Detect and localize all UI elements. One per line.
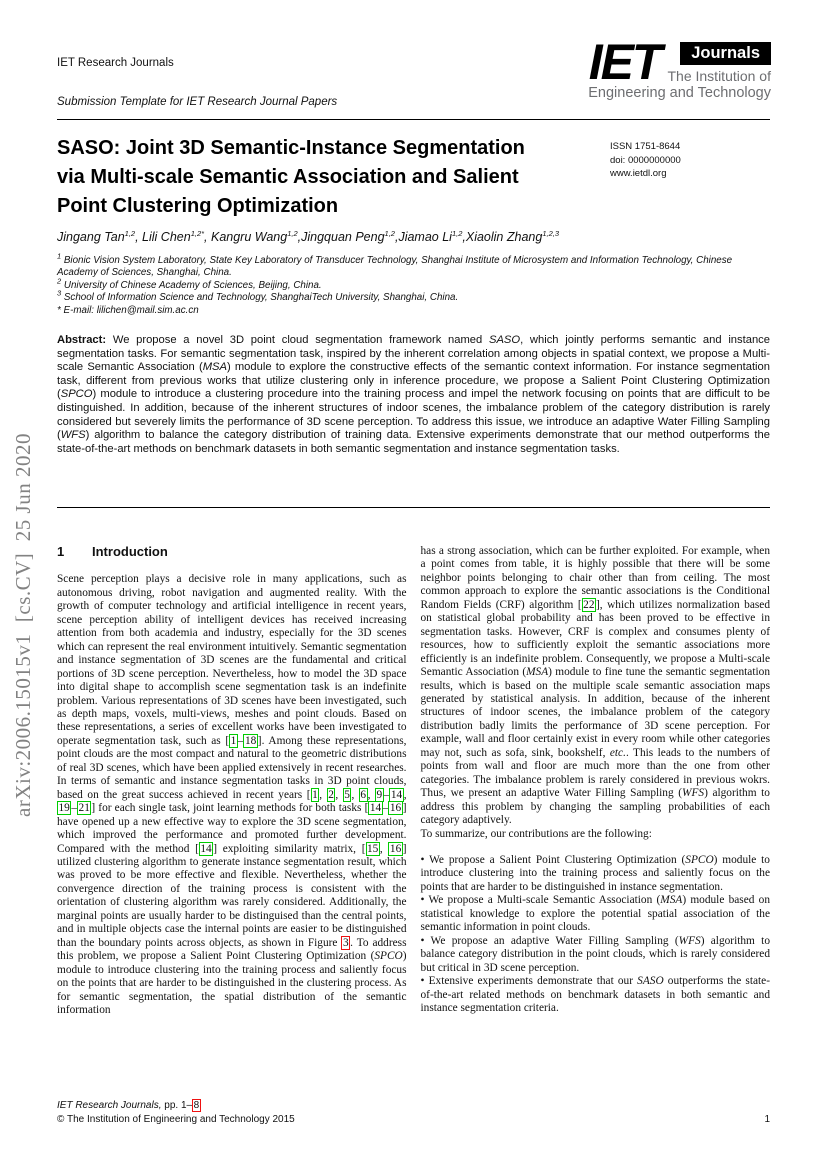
italic-text: SASO (488, 334, 521, 346)
institution-line2: Engineering and Technology (588, 85, 771, 101)
ref-link[interactable]: 3 (342, 936, 349, 949)
abstract-rule (57, 507, 770, 508)
journals-badge: Journals (680, 42, 771, 65)
citation-link[interactable]: 21 (78, 802, 90, 815)
italic-text: WFS (60, 429, 86, 442)
paper-title-line: via Multi-scale Semantic Association and Salient (57, 166, 519, 188)
italic-text: etc. (609, 746, 626, 759)
italic-text: WFS (682, 787, 705, 800)
affiliations (57, 251, 770, 317)
citation-link[interactable]: 16 (389, 802, 402, 815)
superscript: 1 (57, 251, 62, 261)
paper-title-line: Point Clustering Optimization (57, 195, 339, 217)
section-title: Introduction (92, 545, 168, 559)
abstract: Abstract: We propose a novel 3D point cloud segmentation framework named SASO, which jointly performs semantic and instance segmentation tasks. For semantic segmentation task, inspired by the inherent correlation among objects in spatial context, we propose a Multi-scale Semantic Association (MSA) module to explore the constructive effects of the semantic context information. For instance segmentation task, different from previous works that utilize clustering only in inference procedure, we propose a Salient Point Clustering Optimization (SPCO) module to introduce a clustering procedure into the training process and impel the network focusing on points that are difficult to be distinguished. In addition, because of the inherent structures of indoor scenes, the imbalance problem of the category distribution is rarely considered but severely limits the performance of 3D scene perception. To address this issue, we introduce an adaptive Water Filling Sampling (WFS) algorithm to balance the category distribution of training data. Extensive experiments demonstrate that our method outperforms the state-of-the-art methods on benchmark datasets in both semantic segmentation and instance segmentation tasks. (57, 334, 770, 455)
bold-label: Abstract: (57, 334, 107, 346)
page-footer (57, 1099, 770, 1127)
italic-text: SPCO (374, 950, 403, 963)
issn: ISSN 1751-8644 (610, 141, 681, 152)
citation-link[interactable]: 9 (376, 788, 383, 801)
left-column (57, 545, 407, 1093)
contribution-bullet: • We propose an adaptive Water Filling Sampling (WFS) algorithm to balance category distribution in the point clouds, which is rarely considered but critical in 3D scene perception. (420, 934, 770, 974)
contributions-list (421, 854, 771, 1015)
citation-link[interactable]: 1 (230, 734, 237, 747)
body-paragraph: Scene perception plays a decisive role in many applications, such as autonomous driving, robot navigation and augmented reality. With the growth of computer technology and artificial intelligence in recent years, scene perception ability of intelligent devices has received increasing attention from both academia and industry, especially for the 3D scenes which can represent the real environment intuitively. Semantic segmentation and instance segmentation of 3D scenes are the fundamental and critical portions of 3D scene perception. Nevertheless, how to model the 3D space into digital shape to accomplish scene segmentation task is an indefinite problem. Various representations of 3D scenes have been investigated, such as depth maps, voxels, multi-views, meshes and point clouds. Based on these representations, a series of excellent works have been investigated to operate segmentation task, such as [ 1 – 18 ]. Among these representations, point clouds are the most compact and natural to the geometric distributions of real 3D scenes, which have been applied extensively in recent researches. In terms of semantic and instance segmentation tasks in 3D point clouds, based on the great success achieved in recent years [ 1 , 2 , 5 , 6 , 9 – 14 , 19 – 21 ] for each single task, joint learning methods for both tasks [ 14 – 16 ] have opened up a new effective way to explore the 3D scene segmentation, which improved the performance and promoted further development. Compared with the method [ 14 ] exploiting similarity matrix, [ 15 , 16 ] utilized clustering algorithm to generate instance segmentation result, which was proved to be more effective and flexible. Nevertheless, whether the convergence direction of the training process is consistent with the orientation of clustering algorithm was rarely considered. Additionally, the marginal points are usually harder to be distinguised than the central points, and in multiple objects case the internal points are easier to be distinguished than the boundary points across objects, as shown in Figure 3 . To address this problem, we propose a Salient Point Clustering Optimization (SPCO) module to introduce clustering into the training process and saliently focus on the points that are harder to be distinguished in the clustering process. As for semantic segmentation, the spatial distribution of the semantic information (57, 573, 407, 1016)
contribution-bullet: • We propose a Multi-scale Semantic Association (MSA) module based on statistical knowledge to explore the potential spatial association of the semantic information in point clouds. (420, 894, 770, 934)
citation-link[interactable]: 5 (344, 788, 350, 801)
affiliation-line: $^1$ Bionic Vision System Laboratory, State Key Laboratory of Transducer Technology, Shanghai Institute of Microsystem and Information Technology, Chinese Academy of Sciences, Shanghai, China. (57, 251, 733, 279)
journal-url: www.ietdl.org (610, 168, 667, 179)
superscript: 1,2* (190, 228, 205, 238)
superscript: 1,2,3 (542, 228, 559, 238)
body-paragraph: has a strong association, which can be further exploited. For example, when a point comes from table, it is highly possible that there will be some neighbor points belonging to chair other than from ceiling. The most common approach to explore the semantic associations is the Conditional Random Fields (CRF) algorithm [ 22 ], which utilizes normalization based on statistical global probability and has been proved to be effective in segmentation tasks. However, CRF is complex and consumes plenty of resources, how to sufficiently exploit the semantic associations more efficiently is an indefinite problem. Consequently, we propose a Multi-scale Semantic Association (MSA) module to fine tune the semantic segmentation results, which is based on the multiple scale semantic association maps generated by statistical analysis. In addition, because of the inherent structures of indoor scenes, the imbalance problem of the category distribution badly limits the performance of 3D scene perception. For example, wall and floor certainly exist in every room while other categories may not, such as sofa, sink, bookshelf, etc.. This leads to the numbers of points from wall and floor are much more than the one from other categories. The imbalance problem is rarely considered in previous wokrs. Thus, we present an adaptive Water Filling Sampling (WFS) algorithm to address this problem by changing the sampling probabilities of each category adaptively. (420, 545, 770, 827)
doi: doi: 0000000000 (610, 154, 681, 166)
citation-link[interactable]: 19 (58, 802, 70, 815)
journal-name: IET Research Journals (57, 57, 174, 69)
header-rule (57, 119, 770, 120)
italic-text: SPCO (685, 853, 714, 866)
italic-text: IET Research Journals, (57, 1100, 162, 1111)
footer-journal-line: IET Research Journals, pp. 1– 8 (57, 1100, 200, 1111)
arxiv-stamp: arXiv:2006.15015v1 [cs.CV] 25 Jun 2020 (11, 433, 35, 817)
italic-text: MSA (202, 361, 227, 374)
italic-text: MSA (526, 666, 549, 679)
citation-link[interactable]: 22 (583, 598, 595, 611)
affiliation-line: * E-mail: lilichen@mail.sim.ac.cn (57, 304, 199, 316)
italic-text: MSA (660, 894, 683, 907)
template-note: Submission Template for IET Research Journal Papers (57, 96, 338, 108)
iet-logo-row (588, 34, 771, 90)
footer-copyright: © The Institution of Engineering and Technology 2015 (57, 1114, 295, 1125)
superscript: 3 (57, 288, 62, 298)
superscript: 1,2 (384, 228, 395, 238)
section-heading-introduction (57, 545, 407, 558)
citation-link[interactable]: 2 (328, 788, 334, 801)
superscript: 1,2 (124, 228, 136, 238)
citation-link[interactable]: 1 (312, 788, 318, 801)
page-number: 1 (764, 1114, 770, 1125)
left-column-paragraphs (57, 573, 407, 1017)
citation-link[interactable]: 14 (369, 802, 382, 815)
iet-logo-letters: IET (588, 34, 661, 90)
institution-line1: The Institution of (667, 68, 771, 84)
affiliation-line: $^2$ University of Chinese Academy of Sciences, Beijing, China. (57, 276, 322, 291)
italic-text: SPCO (60, 388, 93, 401)
issn-block (610, 140, 681, 181)
iet-logo (583, 34, 771, 102)
affiliation-line: $^3$ School of Information Science and Technology, ShanghaiTech University, Shanghai, China. (57, 288, 459, 304)
section-number: 1 (57, 545, 65, 559)
body-paragraph: To summarize, our contributions are the following: (420, 827, 652, 840)
citation-link[interactable]: 6 (360, 788, 367, 801)
authors-line: Jingang Tan$^{1,2}$, Lili Chen$^{1,2*}$, Kangru Wang$^{1,2}$,Jingquan Peng$^{1,2}$,Jiamao Li$^{1,2}$,Xiaolin Zhang$^{1,2,3}$ (57, 228, 559, 244)
iet-logo-right-column (667, 42, 771, 84)
citation-link[interactable]: 15 (367, 842, 379, 855)
citation-link[interactable]: 16 (389, 842, 402, 855)
citation-link[interactable]: 18 (244, 734, 257, 747)
citation-link[interactable]: 14 (200, 842, 212, 855)
superscript: 1,2 (451, 228, 463, 238)
italic-text: WFS (678, 934, 701, 947)
contribution-bullet: • We propose a Salient Point Clustering Optimization (SPCO) module to introduce clustering into the training process and saliently focus on the points that are harder to be distinguished in instance segmentation. (420, 853, 770, 893)
body-columns (57, 545, 770, 1093)
paper-title-line: SASO: Joint 3D Semantic-Instance Segmentation (57, 137, 525, 159)
superscript: 1,2 (287, 228, 298, 238)
superscript: 2 (57, 276, 62, 286)
paper-title (57, 134, 605, 221)
ref-link[interactable]: 8 (193, 1100, 200, 1111)
italic-text: SASO (637, 975, 664, 988)
contribution-bullet: • Extensive experiments demonstrate that our SASO outperforms the state-of-the-art related methods on benchmark datasets in both semantic and instance segmentation criteria. (420, 975, 770, 1014)
citation-link[interactable]: 14 (390, 788, 403, 801)
right-column-paragraphs (421, 545, 771, 841)
right-column (421, 545, 771, 1093)
